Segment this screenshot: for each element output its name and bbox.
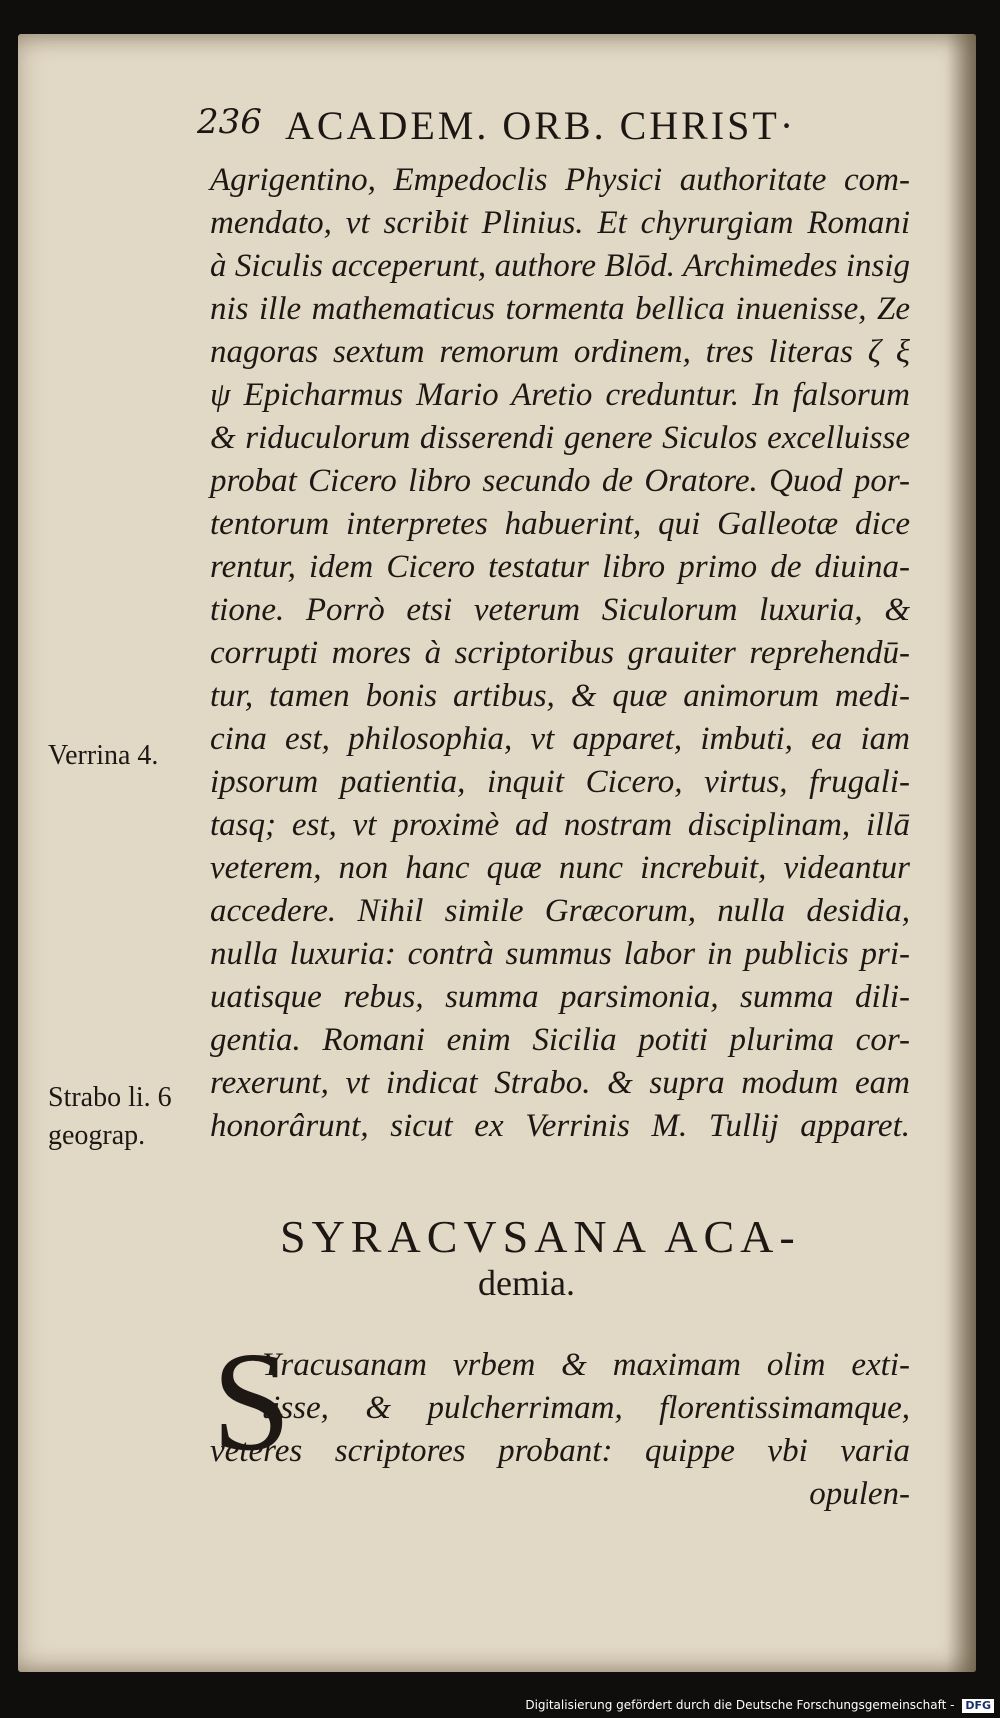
section-subtitle: demia. bbox=[478, 1263, 575, 1303]
body-line: tione. Porrò etsi veterum Siculorum luxuria, & bbox=[210, 592, 910, 628]
body-line: Agrigentino, Empedoclis Physici authoritate com- bbox=[210, 162, 910, 198]
binding-shadow bbox=[946, 34, 976, 1672]
marginal-note-geograp: geograp. bbox=[48, 1120, 146, 1151]
dfg-logo: DFG bbox=[962, 1699, 994, 1713]
body-line: rexerunt, vt indicat Strabo. & supra modum eam bbox=[210, 1065, 910, 1101]
body-line: nis ille mathematicus tormenta bellica inuenisse, Ze bbox=[210, 291, 910, 327]
body-line: accedere. Nihil simile Græcorum, nulla desidia, bbox=[210, 893, 910, 929]
body-line: tasq; est, vt proximè ad nostram disciplinam, illā bbox=[210, 807, 910, 843]
body-line: honorârunt, sicut ex Verrinis M. Tullij apparet. bbox=[210, 1108, 910, 1144]
section-line: veteres scriptores probant: quippe vbi varia bbox=[210, 1433, 910, 1469]
body-line: ipsorum patientia, inquit Cicero, virtus, frugali- bbox=[210, 764, 910, 800]
body-line: tur, tamen bonis artibus, & quæ animorum medi- bbox=[210, 678, 910, 714]
catchword: opulen- bbox=[809, 1476, 910, 1512]
body-line: mendato, vt scribit Plinius. Et chyrurgiam Romani bbox=[210, 205, 910, 241]
drop-cap-initial: S bbox=[212, 1322, 291, 1480]
credit-text: Digitalisierung gefördert durch die Deutsche Forschungsgemeinschaft - bbox=[525, 1698, 955, 1712]
body-line: tentorum interpretes habuerint, qui Galleotæ dice bbox=[210, 506, 910, 542]
running-title: ACADEM. ORB. CHRIST· bbox=[285, 103, 797, 148]
body-line: veterem, non hanc quæ nunc increbuit, videantur bbox=[210, 850, 910, 886]
section-title: SYRACVSANA ACA- bbox=[280, 1211, 801, 1262]
section-line: tisse, & pulcherrimam, florentissimamque, bbox=[262, 1390, 910, 1426]
body-line: nagoras sextum remorum ordinem, tres literas ζ ξ bbox=[210, 334, 910, 370]
body-line: corrupti mores à scriptoribus grauiter reprehendū- bbox=[210, 635, 910, 671]
body-line: probat Cicero libro secundo de Oratore. Quod por- bbox=[210, 463, 910, 499]
body-line: gentia. Romani enim Sicilia potiti plurima cor- bbox=[210, 1022, 910, 1058]
body-line: à Siculis acceperunt, authore Blōd. Archimedes insig bbox=[210, 248, 910, 284]
body-line: nulla luxuria: contrà summus labor in publicis pri- bbox=[210, 936, 910, 972]
body-line: ψ Epicharmus Mario Aretio creduntur. In falsorum bbox=[210, 377, 910, 413]
marginal-note-strabo: Strabo li. 6 bbox=[48, 1082, 172, 1113]
body-line: & riduculorum disserendi genere Siculos excelluisse bbox=[210, 420, 910, 456]
body-line: rentur, idem Cicero testatur libro primo de diuina- bbox=[210, 549, 910, 585]
body-line: uatisque rebus, summa parsimonia, summa dili- bbox=[210, 979, 910, 1015]
body-line: cina est, philosophia, vt apparet, imbuti, ea iam bbox=[210, 721, 910, 757]
digitization-credit bbox=[525, 1696, 994, 1714]
marginal-note-verrina: Verrina 4. bbox=[48, 740, 159, 771]
page-header bbox=[197, 88, 917, 150]
section-line: Yracusanam vrbem & maximam olim exti- bbox=[262, 1347, 910, 1383]
page-number: 236 bbox=[197, 102, 262, 142]
